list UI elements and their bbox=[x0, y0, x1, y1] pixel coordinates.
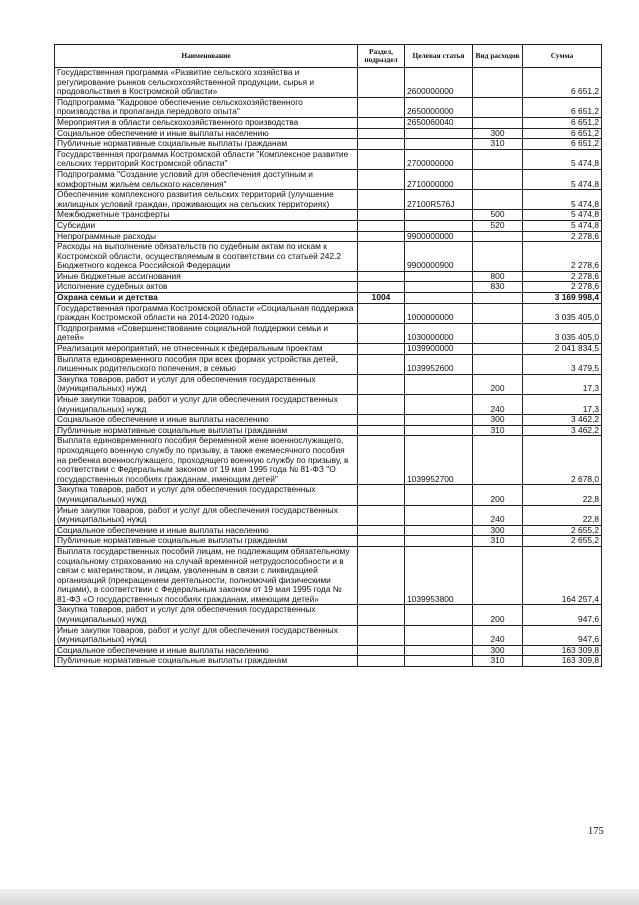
table-row bbox=[55, 485, 602, 505]
table-row bbox=[55, 68, 602, 98]
table-row bbox=[55, 271, 602, 282]
cell-type bbox=[473, 546, 523, 605]
cell-sum: 3 169 998,4 bbox=[523, 293, 602, 304]
cell-code bbox=[405, 139, 473, 150]
cell-sum: 6 651,2 bbox=[523, 128, 602, 139]
cell-sum: 5 474,8 bbox=[523, 220, 602, 231]
header-section: Раздел, подраздел bbox=[358, 45, 405, 68]
table-row bbox=[55, 546, 602, 605]
cell-sum: 3 462,2 bbox=[523, 415, 602, 426]
cell-section bbox=[358, 395, 405, 415]
table-row bbox=[55, 395, 602, 415]
cell-code bbox=[405, 395, 473, 415]
cell-type bbox=[473, 323, 523, 343]
cell-type: 300 bbox=[473, 415, 523, 426]
cell-code bbox=[405, 128, 473, 139]
budget-table bbox=[54, 44, 602, 667]
table-row bbox=[55, 128, 602, 139]
table-row bbox=[55, 190, 602, 210]
cell-type: 800 bbox=[473, 271, 523, 282]
header-code: Целевая статья bbox=[405, 45, 473, 68]
cell-sum: 947,6 bbox=[523, 605, 602, 625]
table-row bbox=[55, 231, 602, 242]
cell-type bbox=[473, 190, 523, 210]
table-row bbox=[55, 97, 602, 117]
cell-name: Иные закупки товаров, работ и услуг для обеспечения государственных (муниципальных) нужд bbox=[55, 625, 358, 645]
cell-code bbox=[405, 374, 473, 394]
cell-name: Государственная программа Костромской области «Социальная поддержка граждан Костромской области на 2014-2020 годы» bbox=[55, 303, 358, 323]
cell-section bbox=[358, 645, 405, 656]
cell-section bbox=[358, 415, 405, 426]
cell-sum: 2 655,2 bbox=[523, 536, 602, 547]
cell-section bbox=[358, 323, 405, 343]
table-row bbox=[55, 425, 602, 436]
cell-section bbox=[358, 169, 405, 189]
cell-name: Мероприятия в области сельскохозяйственного производства bbox=[55, 117, 358, 128]
header-type: Вид расходов bbox=[473, 45, 523, 68]
cell-section bbox=[358, 505, 405, 525]
cell-code bbox=[405, 656, 473, 667]
cell-section bbox=[358, 525, 405, 536]
cell-type: 310 bbox=[473, 656, 523, 667]
table-row bbox=[55, 242, 602, 272]
cell-name: Социальное обеспечение и иные выплаты населению bbox=[55, 128, 358, 139]
cell-type bbox=[473, 354, 523, 374]
cell-section bbox=[358, 128, 405, 139]
cell-name: Социальное обеспечение и иные выплаты населению bbox=[55, 645, 358, 656]
cell-sum: 22,8 bbox=[523, 505, 602, 525]
cell-type: 300 bbox=[473, 645, 523, 656]
cell-type: 300 bbox=[473, 525, 523, 536]
cell-code bbox=[405, 505, 473, 525]
cell-section bbox=[358, 68, 405, 98]
table-row bbox=[55, 169, 602, 189]
cell-type bbox=[473, 149, 523, 169]
cell-code bbox=[405, 282, 473, 293]
header-name: Наименование bbox=[55, 45, 358, 68]
cell-name: Выплата единовременного пособия беременной жене военнослужащего, проходящего военную службу по призыву, а также ежемесячного пособия на ребенка военнослужащего, проходящего военную службу по призыву, в соответствии с Федеральным законом от 19 мая 1995 года № 81-ФЗ "О государственных пособиях гражданам, имеющим детей" bbox=[55, 436, 358, 485]
cell-code: 1039900000 bbox=[405, 344, 473, 355]
table-row bbox=[55, 625, 602, 645]
cell-sum: 2 278,6 bbox=[523, 271, 602, 282]
cell-type bbox=[473, 293, 523, 304]
cell-code: 1039952700 bbox=[405, 436, 473, 485]
table-row bbox=[55, 525, 602, 536]
cell-section bbox=[358, 656, 405, 667]
cell-name: Подпрограмма «Совершенствование социальной поддержки семьи и детей» bbox=[55, 323, 358, 343]
scan-edge bbox=[0, 889, 639, 905]
cell-section bbox=[358, 97, 405, 117]
cell-section bbox=[358, 282, 405, 293]
cell-sum: 6 651,2 bbox=[523, 117, 602, 128]
cell-section bbox=[358, 271, 405, 282]
cell-name: Иные бюджетные ассигнования bbox=[55, 271, 358, 282]
cell-name: Иные закупки товаров, работ и услуг для обеспечения государственных (муниципальных) нужд bbox=[55, 395, 358, 415]
cell-section bbox=[358, 149, 405, 169]
cell-type: 200 bbox=[473, 485, 523, 505]
cell-code bbox=[405, 415, 473, 426]
cell-sum: 5 474,8 bbox=[523, 169, 602, 189]
cell-name: Закупка товаров, работ и услуг для обеспечения государственных (муниципальных) нужд bbox=[55, 374, 358, 394]
table-row bbox=[55, 436, 602, 485]
cell-name: Расходы на выполнение обязательств по судебным актам по искам к Костромской области, осуществляемым в соответствии со статьей 242.2 Бюджетного кодекса Российской Федерации bbox=[55, 242, 358, 272]
cell-sum: 163 309,8 bbox=[523, 656, 602, 667]
cell-section: 1004 bbox=[358, 293, 405, 304]
cell-sum: 3 035 405,0 bbox=[523, 323, 602, 343]
cell-sum: 3 035 405,0 bbox=[523, 303, 602, 323]
cell-type bbox=[473, 97, 523, 117]
table-row bbox=[55, 415, 602, 426]
cell-name: Подпрограмма "Создание условий для обеспечения доступным и комфортным жильем сельского населения" bbox=[55, 169, 358, 189]
cell-type: 310 bbox=[473, 139, 523, 150]
cell-type: 310 bbox=[473, 536, 523, 547]
cell-type: 520 bbox=[473, 220, 523, 231]
table-row bbox=[55, 605, 602, 625]
cell-sum: 5 474,8 bbox=[523, 149, 602, 169]
table-row bbox=[55, 282, 602, 293]
cell-name: Публичные нормативные социальные выплаты гражданам bbox=[55, 536, 358, 547]
cell-section bbox=[358, 231, 405, 242]
cell-sum: 5 474,8 bbox=[523, 210, 602, 221]
cell-sum: 164 257,4 bbox=[523, 546, 602, 605]
cell-type: 830 bbox=[473, 282, 523, 293]
cell-section bbox=[358, 139, 405, 150]
cell-code bbox=[405, 525, 473, 536]
cell-code bbox=[405, 605, 473, 625]
cell-section bbox=[358, 303, 405, 323]
cell-code: 9900000000 bbox=[405, 231, 473, 242]
cell-name: Государственная программа «Развитие сельского хозяйства и регулирование рынков сельскохозяйственной продукции, сырья и продовольствия в Костромской области» bbox=[55, 68, 358, 98]
cell-sum: 2 678,0 bbox=[523, 436, 602, 485]
cell-code: 2710000000 bbox=[405, 169, 473, 189]
cell-code bbox=[405, 625, 473, 645]
table-row bbox=[55, 656, 602, 667]
cell-code: 2650000000 bbox=[405, 97, 473, 117]
cell-sum: 2 278,6 bbox=[523, 282, 602, 293]
cell-type bbox=[473, 231, 523, 242]
cell-name: Закупка товаров, работ и услуг для обеспечения государственных (муниципальных) нужд bbox=[55, 605, 358, 625]
table-row bbox=[55, 293, 602, 304]
table-row bbox=[55, 323, 602, 343]
cell-code: 1039952600 bbox=[405, 354, 473, 374]
table-row bbox=[55, 536, 602, 547]
cell-section bbox=[358, 625, 405, 645]
cell-sum: 2 655,2 bbox=[523, 525, 602, 536]
cell-name: Социальное обеспечение и иные выплаты населению bbox=[55, 415, 358, 426]
cell-code bbox=[405, 485, 473, 505]
cell-code: 1039953800 bbox=[405, 546, 473, 605]
table-row bbox=[55, 117, 602, 128]
cell-type: 240 bbox=[473, 505, 523, 525]
cell-sum: 2 278,6 bbox=[523, 242, 602, 272]
cell-type: 200 bbox=[473, 374, 523, 394]
cell-sum: 3 462,2 bbox=[523, 425, 602, 436]
table-row bbox=[55, 645, 602, 656]
cell-code: 2600000000 bbox=[405, 68, 473, 98]
cell-code bbox=[405, 293, 473, 304]
cell-name: Непрограммные расходы bbox=[55, 231, 358, 242]
cell-sum: 5 474,8 bbox=[523, 190, 602, 210]
cell-section bbox=[358, 485, 405, 505]
cell-code: 2650060040 bbox=[405, 117, 473, 128]
cell-type: 310 bbox=[473, 425, 523, 436]
cell-name: Субсидии bbox=[55, 220, 358, 231]
table-row bbox=[55, 149, 602, 169]
cell-name: Обеспечение комплексного развития сельских территорий (улучшение жилищных условий граждан, проживающих на сельских территориях) bbox=[55, 190, 358, 210]
cell-sum: 17,3 bbox=[523, 395, 602, 415]
cell-type: 240 bbox=[473, 625, 523, 645]
cell-name: Социальное обеспечение и иные выплаты населению bbox=[55, 525, 358, 536]
cell-sum: 163 309,8 bbox=[523, 645, 602, 656]
table-row bbox=[55, 139, 602, 150]
cell-sum: 947,6 bbox=[523, 625, 602, 645]
cell-code bbox=[405, 271, 473, 282]
cell-section bbox=[358, 546, 405, 605]
cell-section bbox=[358, 242, 405, 272]
cell-section bbox=[358, 190, 405, 210]
cell-type bbox=[473, 169, 523, 189]
cell-sum: 6 651,2 bbox=[523, 97, 602, 117]
cell-type bbox=[473, 303, 523, 323]
cell-code: 27100R576J bbox=[405, 190, 473, 210]
table-row bbox=[55, 344, 602, 355]
cell-type bbox=[473, 344, 523, 355]
cell-section bbox=[358, 220, 405, 231]
cell-name: Межбюджетные трансферты bbox=[55, 210, 358, 221]
cell-section bbox=[358, 425, 405, 436]
cell-code: 9900000900 bbox=[405, 242, 473, 272]
cell-name: Исполнение судебных актов bbox=[55, 282, 358, 293]
cell-sum: 3 479,5 bbox=[523, 354, 602, 374]
cell-name: Выплата государственных пособий лицам, не подлежащим обязательному социальному страхованию на случай временной нетрудоспособности и в связи с материнством, и лицам, уволенным в связи с ликвидацией организаций (прекращением деятельности, полномочий физическими лицами), в соответствии с Федеральным законом от 19 мая 1995 года № 81-ФЗ «О государственных пособиях гражданам, имеющим детей» bbox=[55, 546, 358, 605]
table-body bbox=[55, 68, 602, 667]
cell-section bbox=[358, 354, 405, 374]
cell-sum: 6 651,2 bbox=[523, 139, 602, 150]
cell-name: Публичные нормативные социальные выплаты гражданам bbox=[55, 656, 358, 667]
cell-section bbox=[358, 536, 405, 547]
cell-section bbox=[358, 117, 405, 128]
table-row bbox=[55, 210, 602, 221]
cell-name: Закупка товаров, работ и услуг для обеспечения государственных (муниципальных) нужд bbox=[55, 485, 358, 505]
cell-code bbox=[405, 645, 473, 656]
table-row bbox=[55, 303, 602, 323]
cell-type bbox=[473, 436, 523, 485]
cell-section bbox=[358, 605, 405, 625]
cell-section bbox=[358, 374, 405, 394]
cell-code: 1030000000 bbox=[405, 323, 473, 343]
cell-name: Подпрограмма "Кадровое обеспечение сельскохозяйственного производства и пропаганда передового опыта" bbox=[55, 97, 358, 117]
cell-code bbox=[405, 220, 473, 231]
header-sum: Сумма bbox=[523, 45, 602, 68]
cell-type: 300 bbox=[473, 128, 523, 139]
cell-name: Государственная программа Костромской области "Комплексное развитие сельских территорий Костромской области" bbox=[55, 149, 358, 169]
table-row bbox=[55, 505, 602, 525]
cell-sum: 17,3 bbox=[523, 374, 602, 394]
table-row bbox=[55, 354, 602, 374]
cell-name: Публичные нормативные социальные выплаты гражданам bbox=[55, 425, 358, 436]
cell-type bbox=[473, 242, 523, 272]
table-header-row bbox=[55, 45, 602, 68]
cell-section bbox=[358, 344, 405, 355]
cell-type bbox=[473, 117, 523, 128]
cell-type: 500 bbox=[473, 210, 523, 221]
cell-name: Охрана семьи и детства bbox=[55, 293, 358, 304]
cell-type: 240 bbox=[473, 395, 523, 415]
cell-sum: 22,8 bbox=[523, 485, 602, 505]
cell-name: Реализация мероприятий, не отнесенных к федеральным проектам bbox=[55, 344, 358, 355]
cell-sum: 6 651,2 bbox=[523, 68, 602, 98]
table-row bbox=[55, 374, 602, 394]
cell-type: 200 bbox=[473, 605, 523, 625]
cell-code bbox=[405, 536, 473, 547]
cell-code bbox=[405, 425, 473, 436]
table-row bbox=[55, 220, 602, 231]
cell-code bbox=[405, 210, 473, 221]
cell-name: Публичные нормативные социальные выплаты гражданам bbox=[55, 139, 358, 150]
cell-sum: 2 041 834,5 bbox=[523, 344, 602, 355]
cell-sum: 2 278,6 bbox=[523, 231, 602, 242]
cell-name: Выплата единовременного пособия при всех формах устройства детей, лишенных родительского попечения, в семью bbox=[55, 354, 358, 374]
cell-code: 1000000000 bbox=[405, 303, 473, 323]
cell-code: 2700000000 bbox=[405, 149, 473, 169]
cell-section bbox=[358, 436, 405, 485]
cell-type bbox=[473, 68, 523, 98]
cell-name: Иные закупки товаров, работ и услуг для обеспечения государственных (муниципальных) нужд bbox=[55, 505, 358, 525]
page-number: 175 bbox=[588, 826, 604, 837]
cell-section bbox=[358, 210, 405, 221]
